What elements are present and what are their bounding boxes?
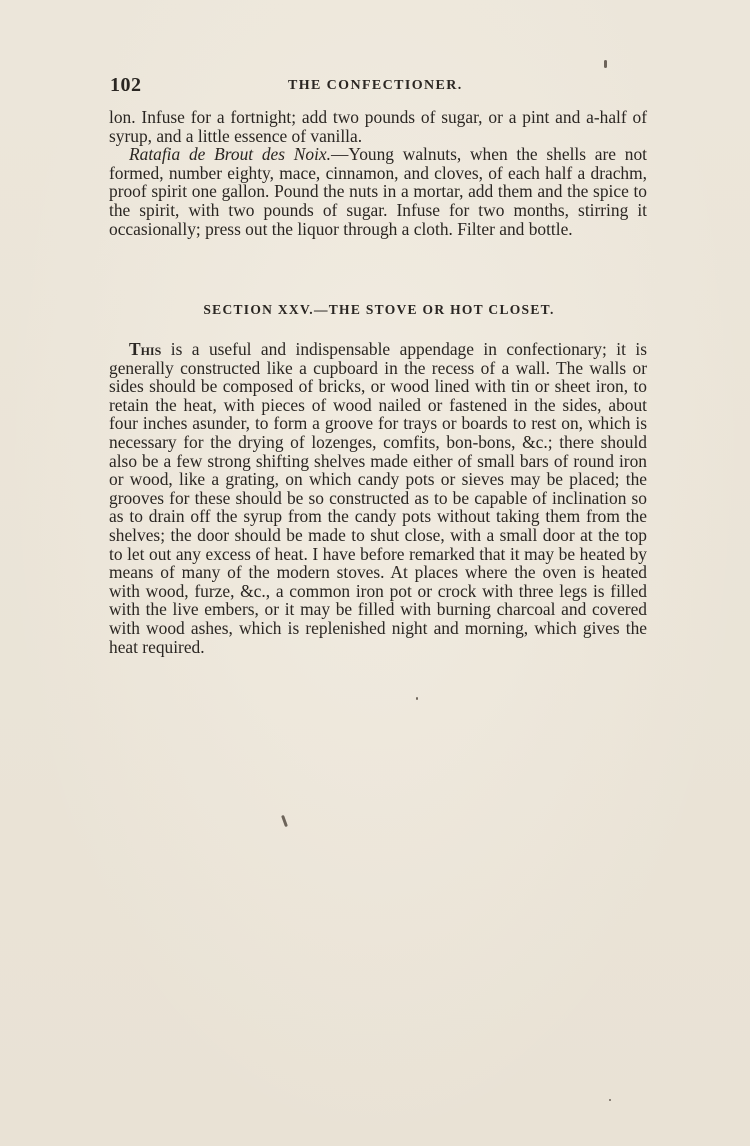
paragraph-ratafia <box>109 145 647 238</box>
paragraph-continuation: lon. Infuse for a fortnight; add two pounds of sugar, or a pint and a-half of syrup, and a little essence of vanilla. <box>109 107 647 146</box>
text-block-section <box>109 340 647 656</box>
ink-speck <box>281 815 288 827</box>
lead-word: This <box>129 339 162 359</box>
recipe-title: Ratafia de Brout des Noix. <box>129 144 332 165</box>
section-heading: SECTION XXV.—THE STOVE OR HOT CLOSET. <box>203 302 555 317</box>
text-block-top <box>109 108 647 238</box>
page-number: 102 <box>110 74 142 96</box>
section-body: is a useful and indispensable appendage in confectionary; it is generally constructed like a cupboard in the recess of a wall. The walls or sides should be composed of bricks, or wood lined with tin or sheet iron, to retain the heat, with pieces of wood nailed or fastened in the sides, about four inches asunder, to form a groove for trays or boards to rest on, which is necessary for the drying of lozenges, comfits, bon-bons, &c.; there should also be a few strong shifting shelves made either of small bars of round iron or wood, like a grating, on which candy pots or sieves may be placed; the grooves for these should be so constructed as to be capable of inclination so as to drain off the syrup from the candy pots without taking them from the shelves; the door should be made to shut close, with a small door at the top to let out any excess of heat. I have before remarked that it may be heated by means of many of the modern stoves. At places where the oven is heated with wood, furze, &c., a common iron pot or crock with three legs is filled with the live embers, or it may be filled with burning charcoal and covered with wood ashes, which is replenished night and morning, which gives the heat required. <box>109 339 647 657</box>
ink-speck <box>609 1099 611 1101</box>
paragraph-stove <box>109 340 647 656</box>
ink-speck <box>604 60 607 68</box>
page-header <box>110 74 650 98</box>
recipe-body: —Young walnuts, when the shells are not formed, number eighty, mace, cinnamon, and cloves, of each half a drachm, proof spirit one gallon. Pound the nuts in a mortar, add them and the spice to the spirit, with two pounds of sugar. Infuse for two months, stirring it occasionally; press out the liquor through a cloth. Filter and bottle. <box>109 144 647 239</box>
ink-speck <box>416 697 418 700</box>
running-title: THE CONFECTIONER. <box>288 78 463 93</box>
